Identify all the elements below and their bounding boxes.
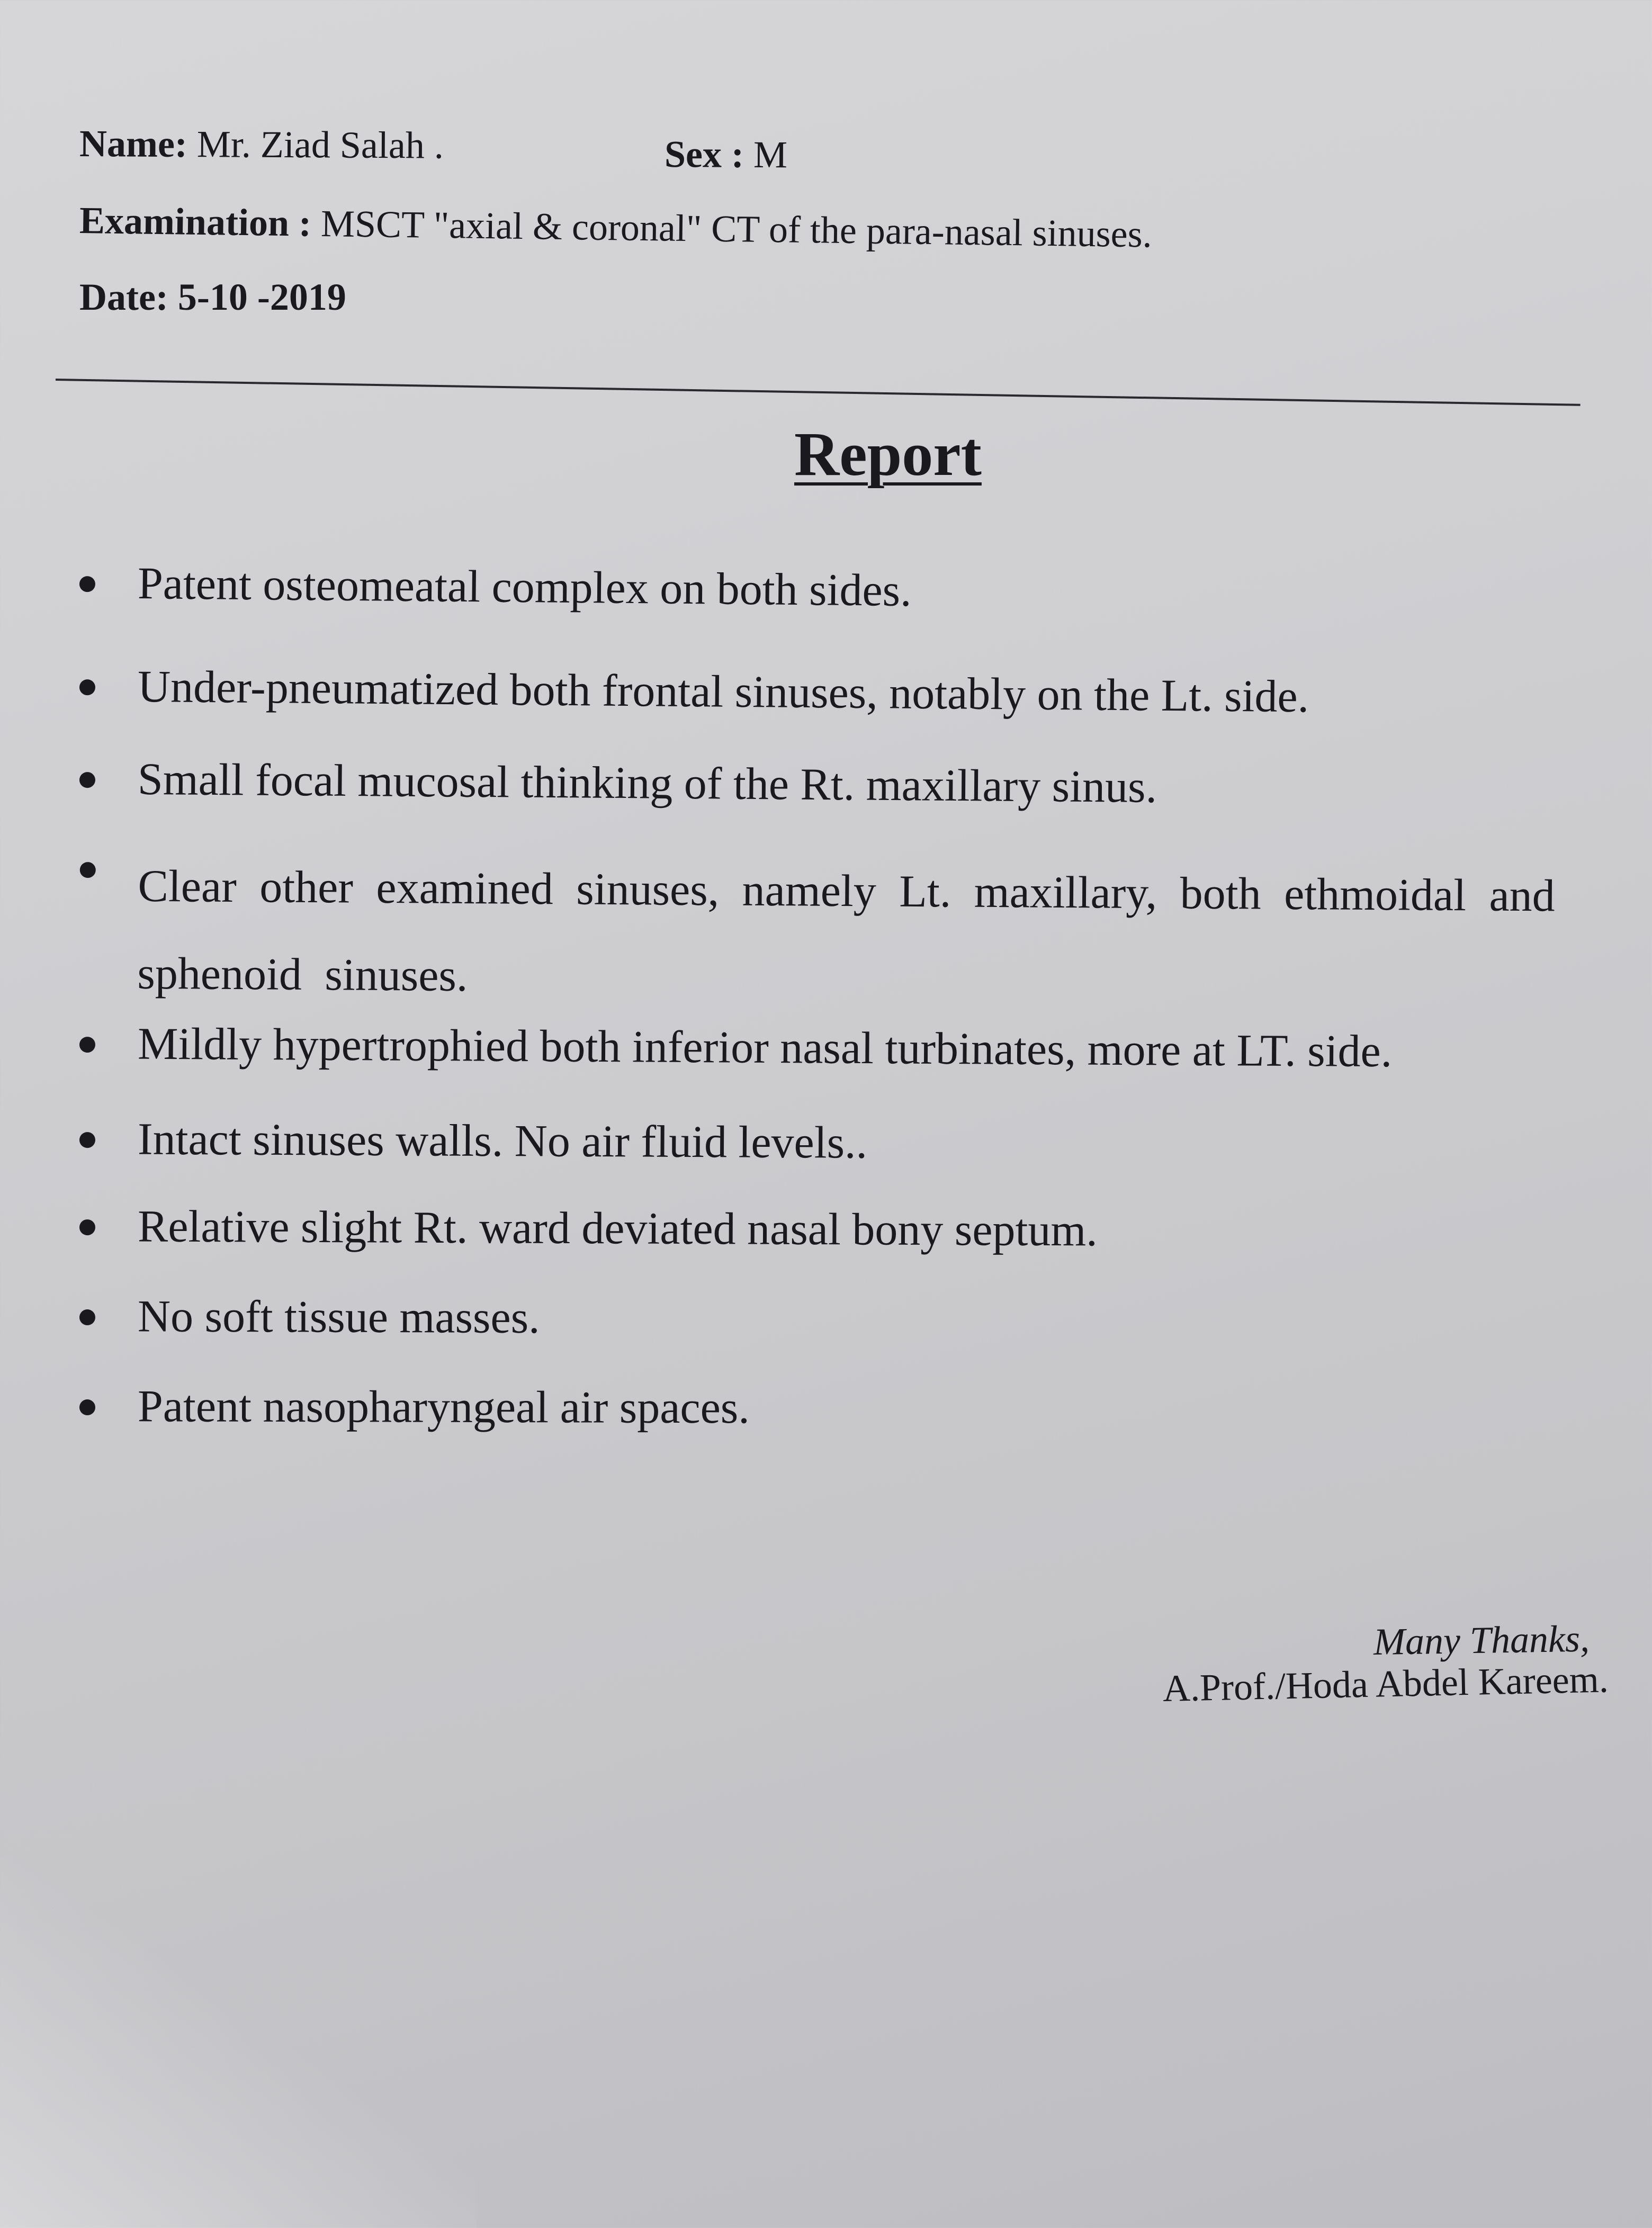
finding-item <box>79 659 1309 723</box>
name-value: Mr. Ziad Salah . <box>196 123 444 167</box>
finding-text: Under-pneumatized both frontal sinuses, notably on the Lt. side. <box>137 660 1309 722</box>
finding-item <box>79 556 912 617</box>
finding-text: Relative slight Rt. ward deviated nasal bony septum. <box>137 1200 1098 1256</box>
sex-label: Sex : <box>664 133 744 176</box>
finding-item <box>79 1017 1393 1077</box>
bullet-icon <box>80 862 96 878</box>
finding-text: Intact sinuses walls. No air fluid levels.. <box>137 1113 868 1168</box>
patient-name-row <box>79 122 444 168</box>
examination-label: Examination : <box>79 199 312 245</box>
date-label: Date: <box>79 276 168 318</box>
finding-item <box>79 1199 1098 1256</box>
finding-item <box>79 842 1652 1028</box>
finding-text: No soft tissue masses. <box>137 1290 540 1343</box>
bullet-icon <box>79 1037 95 1053</box>
patient-sex-row <box>665 132 787 177</box>
paper-shading <box>0 1857 477 2228</box>
bullet-icon <box>79 772 95 788</box>
bullet-icon <box>79 1219 95 1235</box>
finding-item <box>79 752 1157 813</box>
finding-text: Patent osteomeatal complex on both sides. <box>137 558 912 616</box>
bullet-icon <box>79 1309 95 1325</box>
finding-text: Patent nasopharyngeal air spaces. <box>137 1380 750 1433</box>
sex-value: M <box>753 133 788 176</box>
header-divider <box>56 379 1581 406</box>
finding-item <box>79 1112 868 1169</box>
closing-thanks: Many Thanks, <box>1373 1617 1590 1663</box>
bullet-icon <box>79 1132 95 1148</box>
name-label: Name: <box>79 122 188 166</box>
finding-text: Small focal mucosal thinking of the Rt. maxillary sinus. <box>137 753 1157 812</box>
bullet-icon <box>79 679 95 695</box>
bullet-icon <box>79 1399 95 1415</box>
date-row <box>79 275 346 319</box>
report-title: Report <box>794 419 982 489</box>
signer-name: A.Prof./Hoda Abdel Kareem. <box>1162 1658 1609 1710</box>
finding-item <box>79 1379 750 1434</box>
finding-text: Clear other examined sinuses, namely Lt. maxillary, both ethmoidal and sphenoid sinuses. <box>137 860 1556 1001</box>
date-value: 5-10 -2019 <box>177 276 346 318</box>
finding-text: Mildly hypertrophied both inferior nasal turbinates, more at LT. side. <box>137 1018 1393 1077</box>
finding-item <box>79 1289 540 1344</box>
examination-row <box>79 199 1152 257</box>
bullet-icon <box>79 576 95 592</box>
examination-value: MSCT "axial & coronal" CT of the para-nasal sinuses. <box>320 202 1153 256</box>
